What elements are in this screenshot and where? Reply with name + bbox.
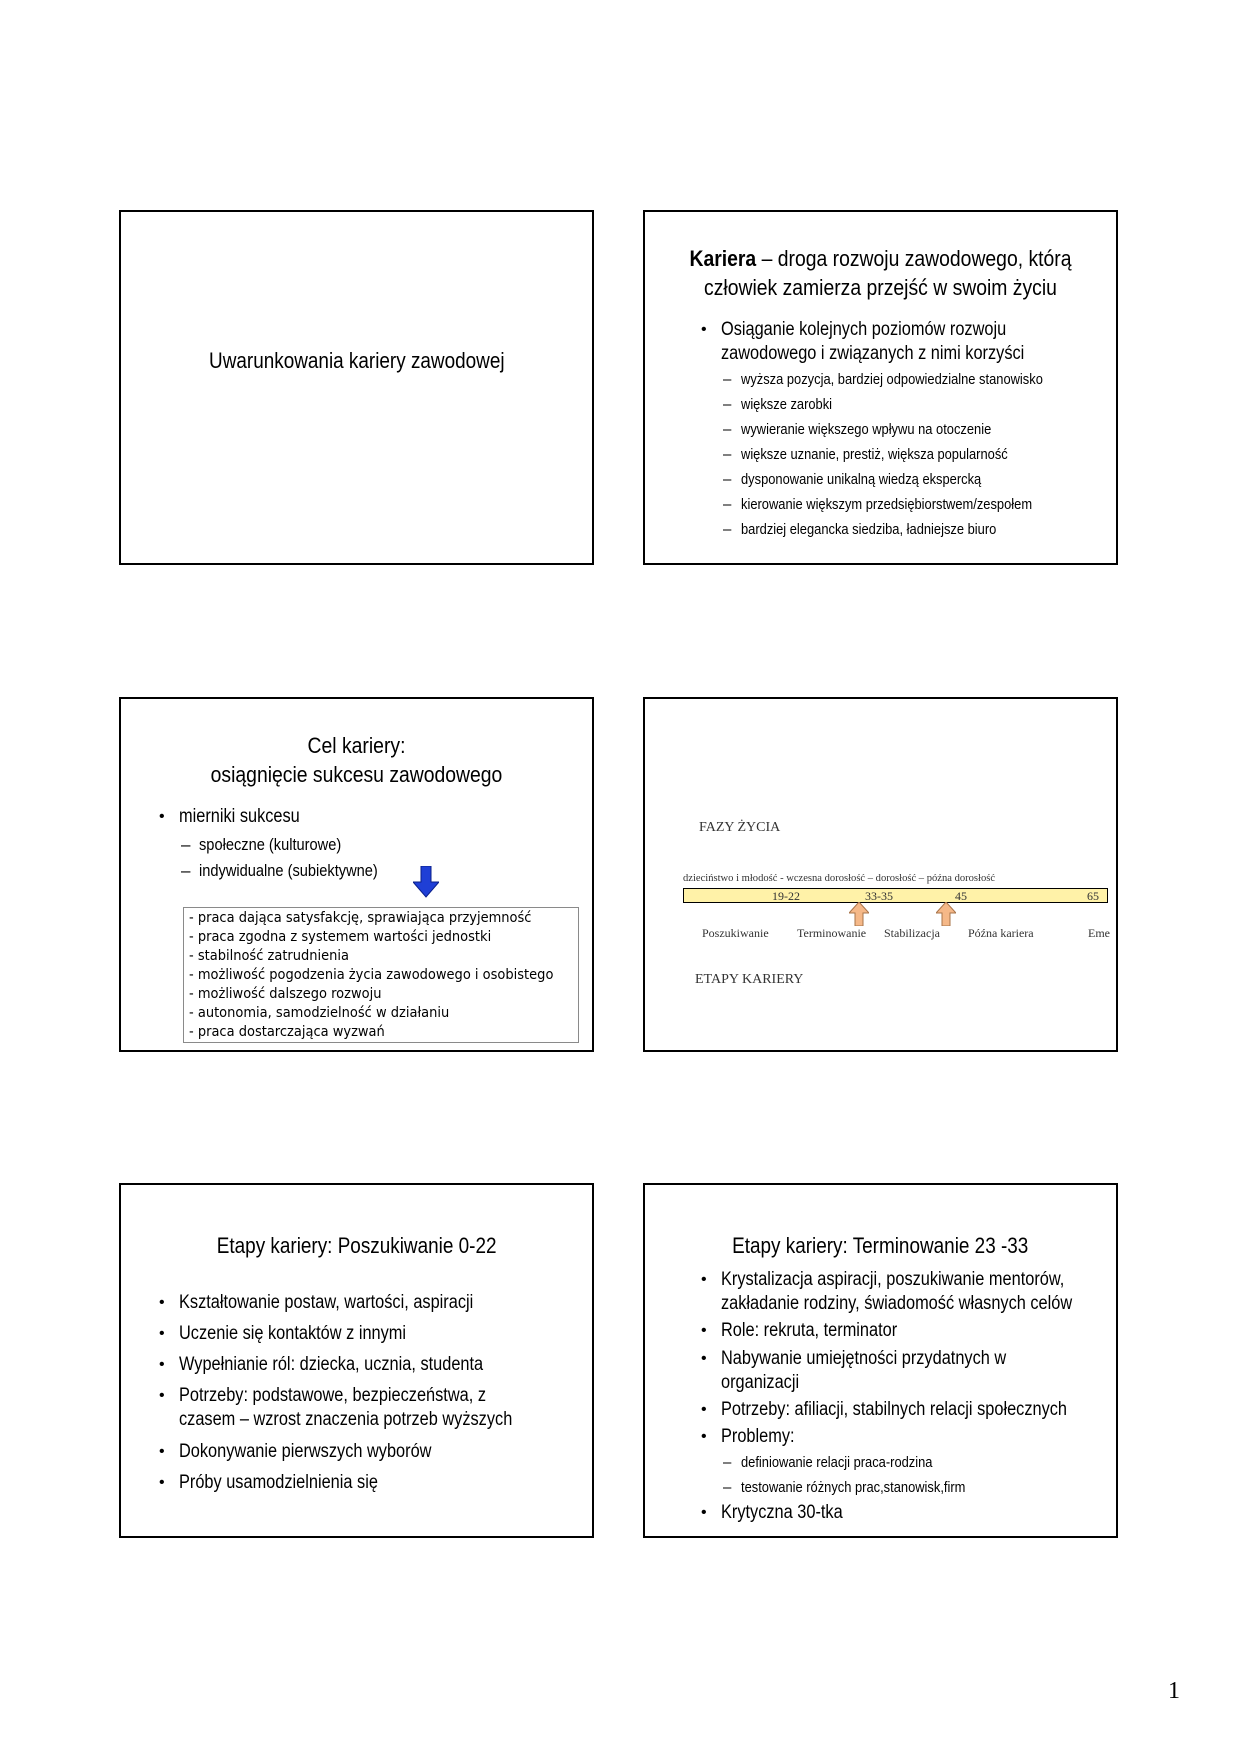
stage-label: Poszukiwanie bbox=[702, 926, 769, 940]
up-arrow-icon bbox=[936, 902, 956, 926]
bullet-krytyczna: • Krytyczna 30-tka bbox=[701, 1502, 843, 1523]
slide-3-title: Cel kariery: osiągnięcie sukcesu zawodowego bbox=[210, 733, 503, 787]
subitem: – kierowanie większym przedsiębiorstwem/zespołem bbox=[723, 496, 1033, 513]
subitem: – większe uznanie, prestiż, większa popularność bbox=[723, 446, 1008, 463]
slide-1-title: Uwarunkowania kariery zawodowej bbox=[208, 348, 505, 373]
bullet-problemy: • Problemy: bbox=[701, 1426, 795, 1447]
subitem: – bardziej elegancka siedziba, ładniejsze biuro bbox=[723, 521, 997, 538]
success-criteria-box bbox=[183, 907, 579, 1043]
bullet-item: • Wypełnianie ról: dziecka, ucznia, studenta bbox=[159, 1354, 484, 1375]
subitem-indywidualne: – indywidualne (subiektywne) bbox=[181, 861, 378, 880]
age-label: 33-35 bbox=[865, 889, 893, 903]
slide-3 bbox=[119, 697, 594, 1052]
subitem: – wyższa pozycja, bardziej odpowiedzialne stanowisko bbox=[723, 371, 1043, 388]
bullet-dot-icon: • bbox=[159, 808, 165, 825]
bullet-item: • Uczenie się kontaktów z innymi bbox=[159, 1323, 407, 1344]
slide-2-title bbox=[645, 244, 1116, 302]
subitem-relacja: – definiowanie relacji praca-rodzina bbox=[723, 1454, 933, 1471]
bullet-item: • Kształtowanie postaw, wartości, aspiracji bbox=[159, 1292, 474, 1313]
life-phases-heading: FAZY ŻYCIA bbox=[699, 820, 781, 835]
bullet-item: • Próby usamodzielnienia się bbox=[159, 1472, 378, 1493]
age-label: 45 bbox=[955, 889, 967, 903]
subitem-testowanie: – testowanie różnych prac,stanowisk,firm bbox=[723, 1479, 966, 1496]
criteria-item: - stabilność zatrudnienia bbox=[189, 948, 350, 964]
phases-line: dzieciństwo i młodość - wczesna dorosłość – dorosłość – późna dorosłość bbox=[683, 872, 996, 884]
slide-5 bbox=[119, 1183, 594, 1538]
criteria-item: - możliwość pogodzenia życia zawodowego i osobistego bbox=[189, 967, 554, 983]
stage-label: Terminowanie bbox=[797, 926, 867, 940]
criteria-item: - praca dająca satysfakcję, sprawiająca przyjemność bbox=[189, 910, 532, 926]
age-label: 19-22 bbox=[772, 889, 800, 903]
subitem-spoleczne: – społeczne (kulturowe) bbox=[181, 835, 342, 854]
slide-2 bbox=[643, 210, 1118, 565]
criteria-item: - praca zgodna z systemem wartości jednostki bbox=[189, 929, 492, 945]
bullet-nabywanie: • Nabywanie umiejętności przydatnych w organizacji bbox=[701, 1348, 1007, 1393]
bullet-role: • Role: rekruta, terminator bbox=[701, 1320, 898, 1341]
page-number: 1 bbox=[1168, 1678, 1180, 1704]
stage-label: Późna kariera bbox=[968, 926, 1034, 940]
bullet-item: • Dokonywanie pierwszych wyborów bbox=[159, 1441, 432, 1462]
criteria-item: - praca dostarczająca wyzwań bbox=[189, 1024, 385, 1040]
bullet-mierniki: • mierniki sukcesu bbox=[159, 806, 300, 827]
slide-1 bbox=[119, 210, 594, 565]
bullet-potrzeby: • Potrzeby: afiliacji, stabilnych relacji społecznych bbox=[701, 1399, 1068, 1420]
title-bold-term: Kariera bbox=[689, 246, 757, 271]
timeline-bar bbox=[683, 888, 1108, 903]
title-definition: – droga rozwoju zawodowego, którą bbox=[756, 246, 1072, 271]
bullet-dot-icon: • bbox=[701, 321, 707, 338]
up-arrow-icon bbox=[849, 902, 869, 926]
bullet-main: • Osiąganie kolejnych poziomów rozwoju zawodowego i związanych z nimi korzyści bbox=[701, 319, 1025, 364]
stage-label: Stabilizacja bbox=[884, 926, 940, 940]
title-line-2: człowiek zamierza przejść w swoim życiu bbox=[704, 275, 1057, 300]
criteria-item: - możliwość dalszego rozwoju bbox=[189, 986, 382, 1002]
age-label: 65 bbox=[1087, 889, 1099, 903]
bullet-krystalizacja: • Krystalizacja aspiracji, poszukiwanie mentorów, zakładanie rodziny, świadomość własnych celów bbox=[701, 1269, 1073, 1314]
subitem: – większe zarobki bbox=[723, 396, 833, 413]
down-arrow-icon bbox=[413, 866, 439, 898]
bullet-item: • Potrzeby: podstawowe, bezpieczeństwa, z czasem – wzrost znaczenia potrzeb wyższych bbox=[159, 1385, 513, 1430]
stage-label: Eme bbox=[1088, 926, 1110, 940]
career-stages-heading: ETAPY KARIERY bbox=[695, 972, 804, 987]
slide-5-title: Etapy kariery: Poszukiwanie 0-22 bbox=[216, 1233, 497, 1258]
criteria-item: - autonomia, samodzielność w działaniu bbox=[189, 1005, 450, 1021]
subitem: – dysponowanie unikalną wiedzą ekspercką bbox=[723, 471, 982, 488]
slide-6 bbox=[643, 1183, 1118, 1538]
slide-6-title: Etapy kariery: Terminowanie 23 -33 bbox=[732, 1233, 1029, 1258]
subitem: – wywieranie większego wpływu na otoczenie bbox=[723, 421, 992, 438]
slide-4 bbox=[643, 697, 1118, 1052]
